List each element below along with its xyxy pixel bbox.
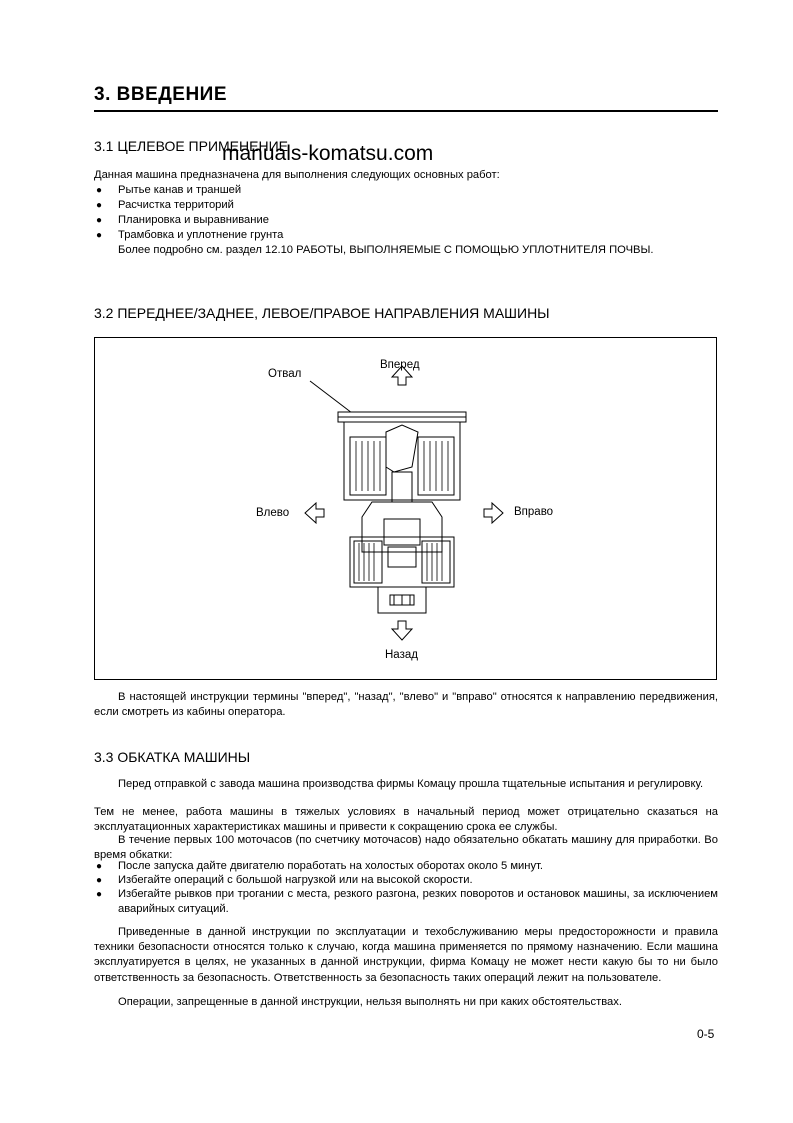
bullet-icon: ● — [96, 875, 103, 886]
front-drum-shape — [344, 422, 460, 500]
s33-paragraph-4: Приведенные в данной инструкции по эксплуатации и техобслуживанию меры предосторожности и правила техники безопасности относятся только к случаю, когда машина применяется по прямому назначению. Если машина эксплуатируется в целях, не указанных в данной инструкции, фирма Комацу не может нести какую бы то ни было ответственность за безопасность. Ответственность за безопасность таких операций лежит на пользователе. — [94, 926, 718, 984]
title-rule — [94, 110, 718, 112]
label-right: Вправо — [514, 506, 554, 518]
section-3-2-heading: 3.2 ПЕРЕДНЕЕ/ЗАДНЕЕ, ЛЕВОЕ/ПРАВОЕ НАПРАВЛЕНИЯ МАШИНЫ — [94, 305, 550, 321]
label-back: Назад — [385, 649, 418, 661]
bullet-icon: ● — [96, 230, 103, 241]
watermark: manuals-komatsu.com — [222, 142, 434, 165]
bullet-icon: ● — [96, 861, 103, 872]
back-arrow-icon — [392, 621, 412, 640]
s31-intro: Данная машина предназначена для выполнения следующих основных работ: — [94, 169, 500, 181]
page-number: 0-5 — [697, 1027, 715, 1041]
left-arrow-icon — [305, 503, 324, 523]
s33-paragraph-1: Перед отправкой с завода машина производства фирмы Комацу прошла тщательные испытания и регулировку. — [118, 778, 704, 790]
machine-diagram — [94, 337, 717, 680]
bullet-icon: ● — [96, 200, 103, 211]
blade-leader-line — [310, 381, 352, 413]
section-3-3-heading: 3.3 ОБКАТКА МАШИНЫ — [94, 749, 251, 765]
s33-paragraph-3: В течение первых 100 моточасов (по счетчику моточасов) надо обязательно обкатать машину для приработки. Во время обкатки: — [94, 834, 718, 862]
label-left: Влево — [256, 507, 290, 519]
bullet-icon: ● — [96, 215, 103, 226]
s33-paragraph-5: Операции, запрещенные в данной инструкции, нельзя выполнять ни при каких обстоятельствах. — [118, 996, 622, 1008]
s33-paragraph-2: Тем не менее, работа машины в тяжелых условиях в начальный период может отрицательно сказаться на эксплуатационных характеристиках машины и привести к сокращению срока ее службы. — [94, 806, 718, 834]
bullet-icon: ● — [96, 889, 103, 900]
label-blade: Отвал — [268, 368, 302, 380]
s31-note: Более подробно см. раздел 12.10 РАБОТЫ, ВЫПОЛНЯЕМЫЕ С ПОМОЩЬЮ УПЛОТНИТЕЛЯ ПОЧВЫ. — [118, 244, 654, 256]
bullet-icon: ● — [96, 185, 103, 196]
figure-caption: В настоящей инструкции термины "вперед", "назад", "влево" и "вправо" относятся к направлению передвижения, если смотреть из кабины оператора. — [94, 691, 718, 719]
label-forward: Вперед — [380, 359, 420, 371]
section-3-1-heading: 3.1 ЦЕЛЕВОЕ ПРИМЕНЕНИЕ — [94, 138, 288, 154]
page-title: 3. ВВЕДЕНИЕ — [94, 84, 227, 105]
right-arrow-icon — [484, 503, 503, 523]
